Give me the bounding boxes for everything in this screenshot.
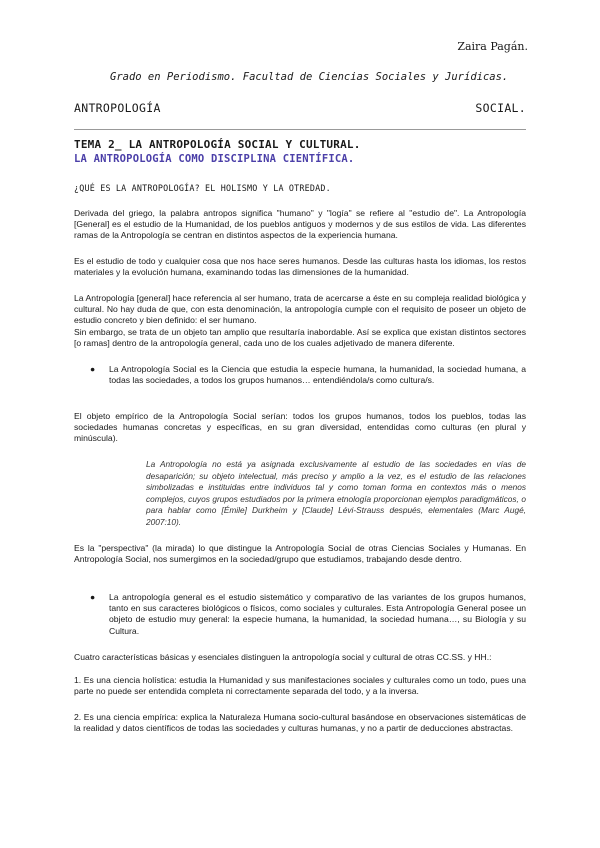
block-quote: La Antropología no está ya asignada exclusivamente al estudio de las sociedades en vías de desaparición; su objeto intelectual, más preciso y amplio a la vez, es el estudio de las relaciones simbolizadas e instituidas entre individuos tal y como toman forma en contextos más o menos complejos, cuyos grupos estudiados por la primera etnología proporcionan ejemplos paradigmáticos, o para hablar como [Émile] Durkheim y [Claude] Lévi-Strauss después, elementales (Marc Augé, 2007:10).	[146, 459, 526, 527]
paragraph-empirical: 2. Es una ciencia empírica: explica la Naturaleza Humana socio-cultural basándose en observaciones sistemáticas de la realidad y datos científicos de todas las sociedades y culturas humanas, y no a partir de deducciones abstractas.	[74, 712, 526, 734]
paragraph-empirical-object: El objeto empírico de la Antropología Social serían: todos los grupos humanos, todos los pueblos, todas las sociedades humanas concretas y específicas, en su gran diversidad, entendidas como culturas (en plural y minúscula).	[74, 411, 526, 444]
topic-subtitle: LA ANTROPOLOGÍA COMO DISCIPLINA CIENTÍFICA.	[74, 153, 355, 165]
course-title-left: ANTROPOLOGÍA	[74, 101, 161, 115]
paragraph-holistic: 1. Es una ciencia holística: estudia la Humanidad y sus manifestaciones sociales y culturales como un todo, pues una parte no puede ser entendida completa ni correctamente separada del todo, y a la inversa.	[74, 675, 526, 697]
paragraph-general: La Antropología [general] hace referencia al ser humano, trata de acercarse a éste en su compleja realidad biológica y cultural. No hay duda de que, con esta denominación, la antropología cumple con el requisito de poseer un objeto de estudio concreto y bien definido: el ser humano.	[74, 293, 526, 326]
bullet-icon: ●	[90, 364, 96, 374]
bullet-text: La antropología general es el estudio sistemático y comparativo de las variantes de los grupos humanos, tanto en sus caracteres biológicos o físicos, como sociales y culturales. Esta Antropología General posee un objeto de estudio muy general: la especie humana, la humanidad, la sociedad humana…, su Biología y su Cultura.	[109, 592, 526, 636]
bullet-text: La Antropología Social es la Ciencia que estudia la especie humana, la humanidad, la sociedad humana, a todas las sociedades, a todos los grupos humanos… entendiéndola/s como cultura/s.	[109, 364, 526, 386]
paragraph-perspective: Es la "perspectiva" (la mirada) lo que distingue la Antropología Social de otras Ciencias Sociales y Humanas. En Antropología Social, nos sumergimos en la sociedad/grupo que estudiamos, trabajando desde dentro.	[74, 543, 526, 565]
bullet-icon: ●	[90, 592, 96, 602]
header-divider	[74, 129, 526, 130]
section-heading: ¿QUÉ ES LA ANTROPOLOGÍA? EL HOLISMO Y LA OTREDAD.	[74, 183, 331, 193]
paragraph-characteristics: Cuatro características básicas y esenciales distinguen la antropología social y cultural de otras CC.SS. y HH.:	[74, 652, 492, 662]
paragraph-definition: Derivada del griego, la palabra antropos significa "humano" y "logía" se refiere al "estudio de". La Antropología [General] es el estudio de la Humanidad, de los pueblos antiguos y modernos y de sus estilos de vida. Las diferentes ramas de la Antropología se centran en distintos aspectos de la experiencia humana.	[74, 208, 526, 241]
paragraph-scope: Es el estudio de todo y cualquier cosa que nos hace seres humanos. Desde las culturas hasta los idiomas, los restos materiales y la evolución humana, examinando todas las dimensiones de la humanidad.	[74, 256, 526, 278]
author-name: Zaira Pagán.	[457, 40, 528, 53]
course-title-right: SOCIAL.	[475, 101, 526, 115]
degree-line: Grado en Periodismo. Facultad de Ciencias Sociales y Jurídicas.	[110, 71, 509, 83]
paragraph-branches: Sin embargo, se trata de un objeto tan amplio que resultaría inabordable. Así se explica que existan distintos sectores [o ramas] dentro de la antropología general, cada uno de los cuales adjetivado de manera diferente.	[74, 327, 526, 349]
topic-title: TEMA 2_ LA ANTROPOLOGÍA SOCIAL Y CULTURAL.	[74, 138, 361, 151]
